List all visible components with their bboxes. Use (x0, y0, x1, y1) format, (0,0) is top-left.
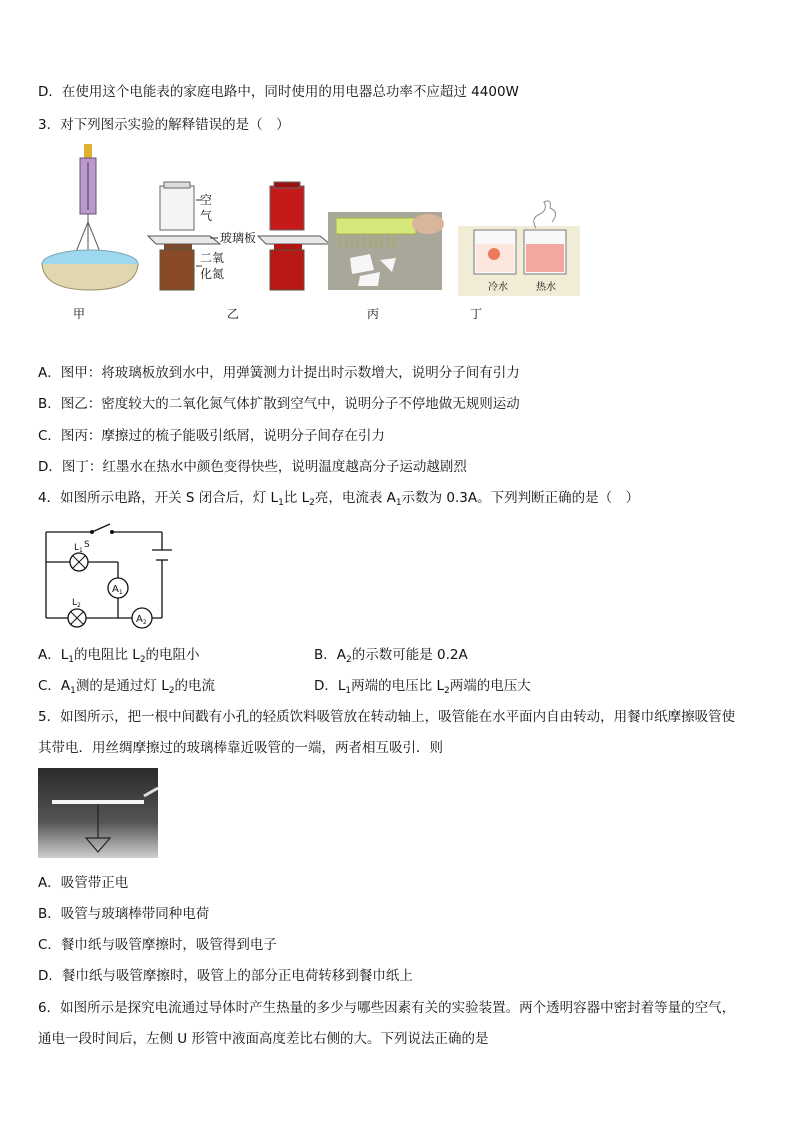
ding-label-hot: 热水 (536, 282, 556, 293)
figure-yi-jars (148, 182, 330, 290)
q3-option-b: B．图乙：密度较大的二氧化氮气体扩散到空气中，说明分子不停地做无规则运动 (38, 396, 520, 412)
ammeter-a1-sub: 1 (118, 589, 123, 596)
q5-option-b: B．吸管与玻璃棒带同种电荷 (38, 906, 210, 922)
q4-circuit (40, 520, 180, 632)
caption-bing: 丙 (367, 307, 380, 321)
q3-stem: 3．对下列图示实验的解释错误的是（ ） (38, 117, 290, 133)
ammeter-a2-sub: 2 (142, 619, 147, 626)
q5-figure-straw (38, 768, 158, 858)
lamp-l2-sub: 2 (77, 602, 81, 609)
lamp-l2-label: L (72, 598, 78, 608)
q2-option-d: D．在使用这个电能表的家庭电路中，同时使用的用电器总功率不应超过 4400W (38, 84, 519, 100)
lamp-l2 (68, 609, 86, 627)
q3-figure (40, 140, 600, 300)
svg-text:L2 (72, 598, 81, 609)
yi-label-air1: 空 (200, 193, 213, 207)
switch-label: S (84, 540, 90, 550)
q4-stem: 4．如图所示电路，开关 S 闭合后，灯 $L_1$比 $L_2$亮，电流表 $A_1$示数为 0.3A。下列判断正确的是（ ） (38, 490, 640, 508)
q3-option-a: A．图甲：将玻璃板放到水中，用弹簧测力计提出时示数增大，说明分子间有引力 (38, 365, 520, 381)
lamp-l1 (70, 553, 88, 571)
caption-jia: 甲 (73, 307, 86, 321)
q4-option-c: C．$A_1$测的是通过灯 $L_2$的电流 (38, 678, 215, 696)
q4-option-a: A．$L_1$的电阻比 $L_2$的电阻小 (38, 647, 200, 665)
switch-contact-right (110, 530, 114, 534)
caption-ding: 丁 (470, 307, 483, 321)
q5-option-a: A．吸管带正电 (38, 875, 129, 891)
ding-label-cold: 冷水 (488, 282, 508, 293)
figure-jia-spring-scale (42, 144, 138, 290)
yi-label-no2-2: 化氮 (200, 267, 225, 281)
q3-option-c: C．图丙：摩擦过的梳子能吸引纸屑，说明分子间存在引力 (38, 428, 385, 444)
figure-ding-beakers (458, 201, 580, 296)
lamp-l1-label: L (74, 543, 80, 553)
q4-option-b: B．$A_2$的示数可能是 0.2A (314, 647, 468, 665)
q5-stem-line2: 其带电．用丝绸摩擦过的玻璃棒靠近吸管的一端，两者相互吸引．则 (38, 740, 443, 756)
ammeter-a1-label: A (112, 584, 119, 595)
q4-option-d: D．$L_1$两端的电压比 $L_2$两端的电压大 (314, 678, 531, 696)
yi-label-glass: 玻璃板 (220, 231, 257, 245)
yi-label-no2-1: 二氧 (200, 251, 225, 265)
q6-stem-line2: 通电一段时间后，左侧 U 形管中液面高度差比右侧的大。下列说法正确的是 (38, 1031, 489, 1047)
switch-contact-left (90, 530, 94, 534)
q3-option-d: D．图丁：红墨水在热水中颜色变得快些，说明温度越高分子运动越剧烈 (38, 459, 467, 475)
q5-option-c: C．餐巾纸与吸管摩擦时，吸管得到电子 (38, 937, 277, 953)
q6-stem-line1: 6．如图所示是探究电流通过导体时产生热量的多少与哪些因素有关的实验装置。两个透明容器中密封着等量的空气， (38, 1000, 736, 1016)
figure-bing-comb (328, 212, 444, 290)
ammeter-a2-label: A (136, 614, 143, 625)
lamp-l1-sub: 1 (79, 547, 83, 554)
q5-option-d: D．餐巾纸与吸管摩擦时，吸管上的部分正电荷转移到餐巾纸上 (38, 968, 413, 984)
caption-yi: 乙 (227, 307, 240, 321)
q5-stem-line1: 5．如图所示，把一根中间戳有小孔的轻质饮料吸管放在转动轴上，吸管能在水平面内自由转动，用餐巾纸摩擦吸管使 (38, 709, 736, 725)
svg-text:L1 (74, 543, 83, 554)
yi-label-air2: 气 (200, 209, 213, 223)
